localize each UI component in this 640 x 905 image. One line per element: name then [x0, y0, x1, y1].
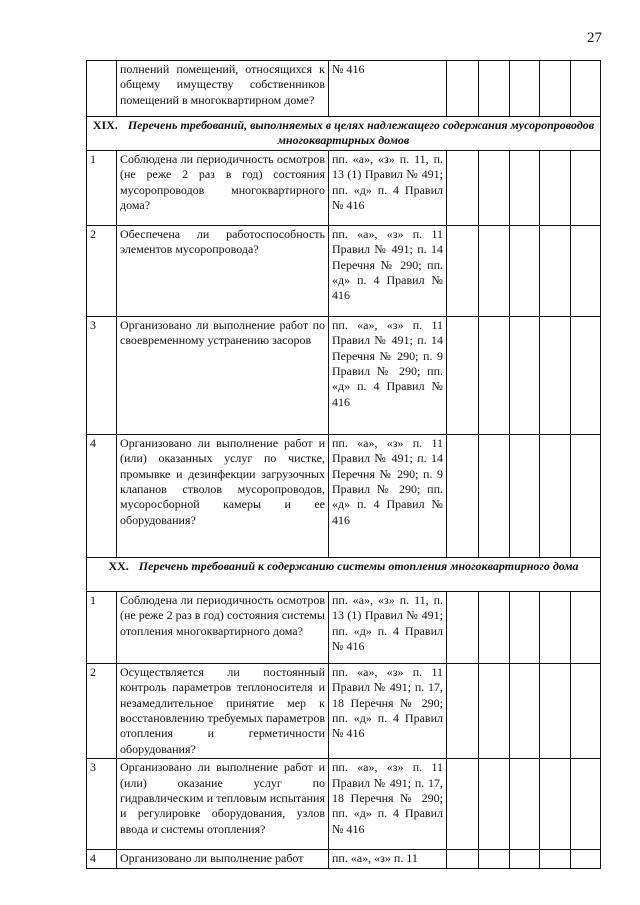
table-body [87, 61, 601, 869]
blank-cell [479, 759, 510, 850]
row-number: 2 [87, 663, 117, 758]
section-header-row [87, 557, 601, 591]
question-cell: Осуществляется ли постоянный контроль параметров теплоносителя и незамедлительное принятие мер к восстановлению требуемых параметров отопления и герметичности оборудования? [117, 663, 329, 758]
blank-cell [510, 225, 540, 316]
table-row [87, 850, 601, 868]
table-row [87, 434, 601, 557]
reference-cell: пп. «а», «з» п. 11, п. 13 (1) Правил № 491; пп. «д» п. 4 Правил № 416 [329, 150, 447, 225]
blank-cell [510, 61, 540, 117]
blank-cell [540, 591, 571, 663]
blank-cell [571, 225, 601, 316]
question-cell: Организовано ли выполнение работ и (или) оказанных услуг по чистке, промывке и дезинфекции загрузочных клапанов стволов мусоропроводов, мусоросборной камеры и ее оборудования? [117, 434, 329, 557]
blank-cell [510, 316, 540, 434]
blank-cell [571, 759, 601, 850]
blank-cell [571, 591, 601, 663]
blank-cell [510, 150, 540, 225]
section-header [87, 117, 601, 151]
row-number [87, 61, 117, 117]
question-cell: Соблюдена ли периодичность осмотров (не реже 2 раз в год) состояния мусоропроводов многоквартирного дома? [117, 150, 329, 225]
question-cell: Обеспечена ли работоспособность элементов мусоропровода? [117, 225, 329, 316]
blank-cell [571, 316, 601, 434]
blank-cell [540, 225, 571, 316]
reference-cell: пп. «а», «з» п. 11 Правил № 491; п. 17, 18 Перечня № 290; пп. «д» п. 4 Правил № 416 [329, 663, 447, 758]
reference-cell: пп. «а», «з» п. 11 [329, 850, 447, 868]
blank-cell [540, 316, 571, 434]
blank-cell [479, 150, 510, 225]
table-row [87, 591, 601, 663]
row-number: 4 [87, 434, 117, 557]
row-number: 3 [87, 316, 117, 434]
blank-cell [571, 150, 601, 225]
reference-cell: № 416 [329, 61, 447, 117]
table-row [87, 225, 601, 316]
blank-cell [479, 316, 510, 434]
blank-cell [447, 759, 479, 850]
blank-cell [540, 759, 571, 850]
blank-cell [479, 850, 510, 868]
blank-cell [447, 850, 479, 868]
blank-cell [447, 591, 479, 663]
page-number: 27 [587, 30, 602, 46]
table-row [87, 61, 601, 117]
blank-cell [571, 663, 601, 758]
row-number: 1 [87, 591, 117, 663]
blank-cell [540, 850, 571, 868]
blank-cell [447, 225, 479, 316]
reference-cell: пп. «а», «з» п. 11, п. 13 (1) Правил № 491; пп. «д» п. 4 Правил № 416 [329, 591, 447, 663]
blank-cell [479, 434, 510, 557]
table-row [87, 663, 601, 758]
blank-cell [571, 434, 601, 557]
blank-cell [510, 591, 540, 663]
row-number: 1 [87, 150, 117, 225]
blank-cell [510, 759, 540, 850]
section-title: Перечень требований, выполняемых в целях надлежащего содержания мусоропроводов многоквартирных домов [127, 118, 595, 148]
blank-cell [510, 663, 540, 758]
blank-cell [479, 61, 510, 117]
section-header [87, 557, 601, 591]
reference-cell: пп. «а», «з» п. 11 Правил № 491; п. 14 Перечня № 290; п. 9 Правил № 290; пп. «д» п. 4 Правил № 416 [329, 316, 447, 434]
question-cell: полнений помещений, относящихся к общему имуществу собственников помещений в многоквартирном доме? [117, 61, 329, 117]
blank-cell [447, 61, 479, 117]
table-row [87, 316, 601, 434]
reference-cell: пп. «а», «з» п. 11 Правил № 491; п. 14 Перечня № 290; пп. «д» п. 4 Правил № 416 [329, 225, 447, 316]
question-cell: Организовано ли выполнение работ по своевременному устранению засоров [117, 316, 329, 434]
question-cell: Соблюдена ли периодичность осмотров (не реже 2 раз в год) состояния системы отопления многоквартирного дома? [117, 591, 329, 663]
blank-cell [479, 225, 510, 316]
section-header-row [87, 117, 601, 151]
blank-cell [447, 316, 479, 434]
section-number: XIX. [92, 118, 118, 132]
blank-cell [571, 850, 601, 868]
blank-cell [540, 663, 571, 758]
question-cell: Организовано ли выполнение работ [117, 850, 329, 868]
section-title: Перечень требований к содержанию системы отопления многоквартирного дома [138, 558, 579, 573]
section-number: XX. [108, 558, 129, 573]
blank-cell [447, 663, 479, 758]
table-row [87, 759, 601, 850]
row-number: 3 [87, 759, 117, 850]
question-cell: Организовано ли выполнение работ и (или) оказание услуг по гидравлическим и тепловым испытания и регулировке оборудования, узлов ввода и системы отопления? [117, 759, 329, 850]
blank-cell [447, 150, 479, 225]
reference-cell: пп. «а», «з» п. 11 Правил № 491; п. 17, 18 Перечня № 290; пп. «д» п. 4 Правил № 416 [329, 759, 447, 850]
blank-cell [479, 663, 510, 758]
blank-cell [540, 434, 571, 557]
blank-cell [571, 61, 601, 117]
requirements-table [86, 60, 601, 869]
blank-cell [540, 150, 571, 225]
row-number: 4 [87, 850, 117, 868]
blank-cell [479, 591, 510, 663]
blank-cell [510, 434, 540, 557]
row-number: 2 [87, 225, 117, 316]
blank-cell [510, 850, 540, 868]
blank-cell [447, 434, 479, 557]
table-row [87, 150, 601, 225]
blank-cell [540, 61, 571, 117]
reference-cell: пп. «а», «з» п. 11 Правил № 491; п. 14 Перечня № 290; п. 9 Правил № 290; пп. «д» п. 4 Правил № 416 [329, 434, 447, 557]
